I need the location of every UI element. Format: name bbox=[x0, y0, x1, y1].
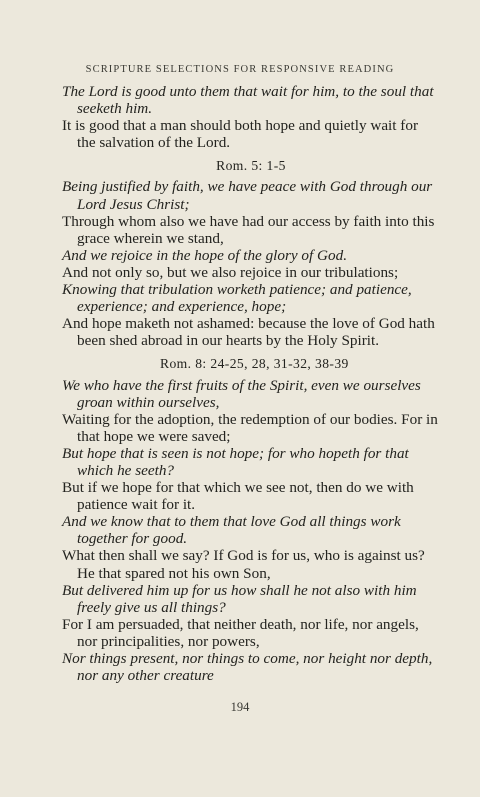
section-verses bbox=[62, 377, 440, 685]
verse-response: And we rejoice in the hope of the glory of God. bbox=[62, 246, 347, 264]
verse-response: Being justified by faith, we have peace with God through our Lord Jesus Christ; bbox=[62, 178, 433, 213]
verse-response: The Lord is good unto them that wait for him, to the soul that seeketh him. bbox=[62, 83, 434, 118]
verse-leader: But if we hope for that which we see not, then do we with patience wait for it. bbox=[62, 479, 414, 514]
scripture-reference: Rom. 5: 1-5 bbox=[216, 158, 286, 174]
running-header: SCRIPTURE SELECTIONS FOR RESPONSIVE READING bbox=[85, 64, 395, 75]
verse-leader: And not only so, but we also rejoice in our tribulations; bbox=[62, 263, 399, 281]
verse-response: But hope that is seen is not hope; for who hopeth for that which he seeth? bbox=[62, 444, 409, 479]
verse-leader: For I am persuaded, that neither death, nor life, nor angels, nor principalities, nor powers, bbox=[62, 615, 419, 650]
section-verses bbox=[62, 178, 440, 349]
verse-response: But delivered him up for us how shall he not also with him freely give us all things? bbox=[62, 581, 417, 616]
verse-leader: Waiting for the adoption, the redemption of our bodies. For in that hope we were saved; bbox=[62, 410, 438, 445]
verse-leader: And hope maketh not ashamed: because the love of God hath been shed abroad in our hearts by the Holy Spirit. bbox=[62, 315, 435, 350]
verse-response: And we know that to them that love God all things work together for good. bbox=[62, 513, 401, 548]
scripture-reference: Rom. 8: 24-25, 28, 31-32, 38-39 bbox=[160, 356, 349, 372]
verse-leader: What then shall we say? If God is for us, who is against us? He that spared not his own Son, bbox=[62, 547, 425, 582]
verse-leader: It is good that a man should both hope and quietly wait for the salvation of the Lord. bbox=[62, 117, 419, 152]
reading-body bbox=[62, 83, 440, 684]
verse-response: We who have the first fruits of the Spirit, even we ourselves groan within ourselves, bbox=[62, 376, 421, 411]
verse-response: Knowing that tribulation worketh patience; and patience, experience; and experience, hope; bbox=[62, 281, 412, 316]
page-number: 194 bbox=[230, 700, 250, 714]
verse-response: Nor things present, nor things to come, nor height nor depth, nor any other creature bbox=[62, 650, 433, 685]
verse-leader: Through whom also we have had our access by faith into this grace wherein we stand, bbox=[62, 212, 435, 247]
